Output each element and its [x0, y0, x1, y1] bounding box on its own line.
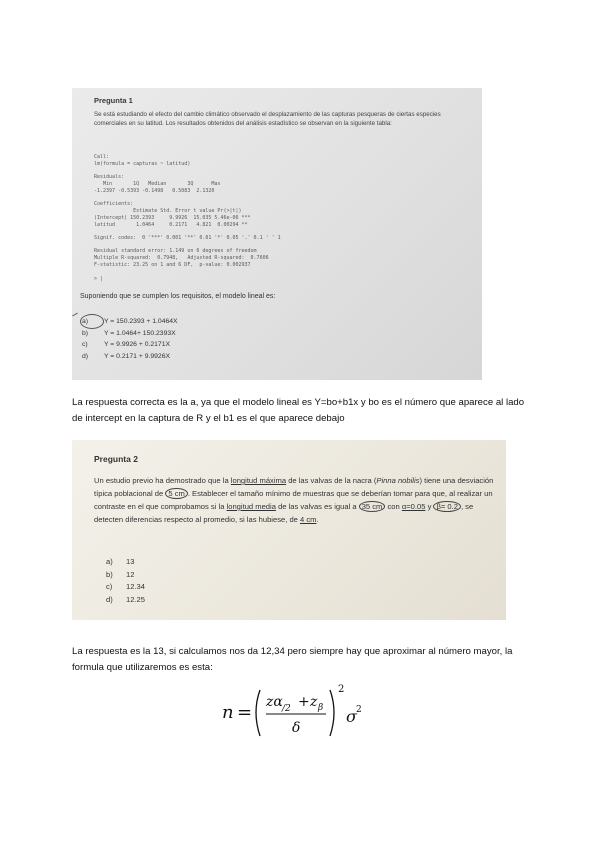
formula-graphic [222, 678, 372, 748]
r-residual-se: Residual standard error: 1.149 on 6 degrees of freedom [94, 248, 257, 254]
option-a: a) Y = 150.2393 + 1.0464X [82, 318, 178, 325]
formula-delta: δ [292, 720, 301, 736]
formula-n: n [222, 702, 234, 723]
r-f-statistic: F-statistic: 23.25 on 1 and 6 DF, p-value: 0.002937 [94, 262, 251, 268]
formula-sigma: σ [346, 707, 357, 726]
r-coef-latitud: latitud 1.0464 0.2171 4.821 0.00294 ** [94, 222, 248, 228]
question-1-title: Pregunta 1 [94, 96, 133, 105]
screenshot-question-2 [72, 440, 506, 620]
sample-size-formula [222, 678, 362, 738]
option-d: d) 12.25 [106, 594, 146, 604]
formula-exponent: 2 [338, 684, 345, 695]
r-call-header: Call: [94, 154, 110, 160]
r-coef-header: Coefficients: [94, 201, 134, 207]
r-prompt-symbol: > | [94, 276, 104, 282]
pen-mark [72, 313, 78, 317]
r-call: lm(formula = capturas ~ latitud) [94, 161, 191, 167]
question-2-text: Un estudio previo ha demostrado que la longitud máxima de las valvas de la nacra (Pinna nobilis) tiene una desviación típica poblacional de 5 cm . Establecer el tamaño mínimo de muestras que se deberían tomar para que, al realizar un contraste en el que comprobamos si la longitud media de las valvas es igual a 35 cm con α=0.05 y β= 0.2 , se detecten diferencias respecto al promedio, si las hubiese, de 4 cm. [94, 476, 494, 524]
answer-2-text: La respuesta es la 13, si calculamos nos da 12,34 pero siempre hay que aproximar al número mayor, la formula que utilizaremos es esta: [72, 646, 513, 673]
option-b: b) 12 [106, 569, 135, 579]
formula-left-paren [256, 690, 260, 736]
formula-z-alpha: zα [266, 694, 283, 710]
question-1-prompt: Suponiendo que se cumplen los requisitos, el modelo lineal es: [80, 293, 276, 300]
r-residuals-values: -1.2397 -0.5393 -0.1498 0.5083 2.1320 [94, 188, 215, 194]
formula-z-beta-sub: β [318, 703, 324, 713]
option-d: d) Y = 0.2171 + 9.9926X [82, 352, 171, 360]
formula-right-paren [330, 690, 334, 736]
formula-plus: + [298, 694, 310, 710]
option-c: c) Y = 9.9926 + 0.2171X [82, 341, 171, 348]
question-2-options [106, 556, 145, 606]
r-r-squared: Multiple R-squared: 0.7948, Adjusted R-squared: 0.7606 [94, 255, 269, 261]
r-coef-cols: Estimate Std. Error t value Pr(>|t|) [94, 208, 242, 214]
option-a: a) 13 [106, 557, 135, 566]
r-signif-codes: Signif. codes: 0 '***' 0.001 '**' 0.01 '*' 0.05 '.' 0.1 ' ' 1 [94, 235, 281, 241]
option-b: b) Y = 1.0464+ 150.2393X [82, 329, 176, 337]
formula-equals: = [237, 702, 253, 723]
formula-z-beta: z [310, 694, 318, 710]
r-coef-intercept: (Intercept) 150.2393 9.9926 15.035 5.46e-06 *** [94, 215, 251, 221]
option-c: c) 12.34 [106, 582, 146, 591]
question-2-title: Pregunta 2 [94, 454, 138, 464]
answer-1-text: La respuesta correcta es la a, ya que el modelo lineal es Y=bo+b1x y bo es el número que aparece al lado de intercept en la captura de R y el b1 es el que aparece debajo [72, 397, 525, 424]
formula-z-alpha-sub: /2 [282, 704, 291, 714]
r-residuals-labels: Min 1Q Median 3Q Max [94, 181, 221, 187]
screenshot-question-1 [72, 88, 482, 380]
r-residuals-header: Residuals: [94, 174, 125, 180]
question-1-options [82, 316, 178, 362]
formula-sigma-exponent: 2 [356, 705, 362, 715]
question-1-text: Se está estudiando el efecto del cambio climático observado el desplazamiento de las capturas pesqueras de ciertas especies comerciales en su latitud. Los resultados obtenidos del análisis estadístico se observan en la siguiente tabla: [94, 111, 441, 127]
